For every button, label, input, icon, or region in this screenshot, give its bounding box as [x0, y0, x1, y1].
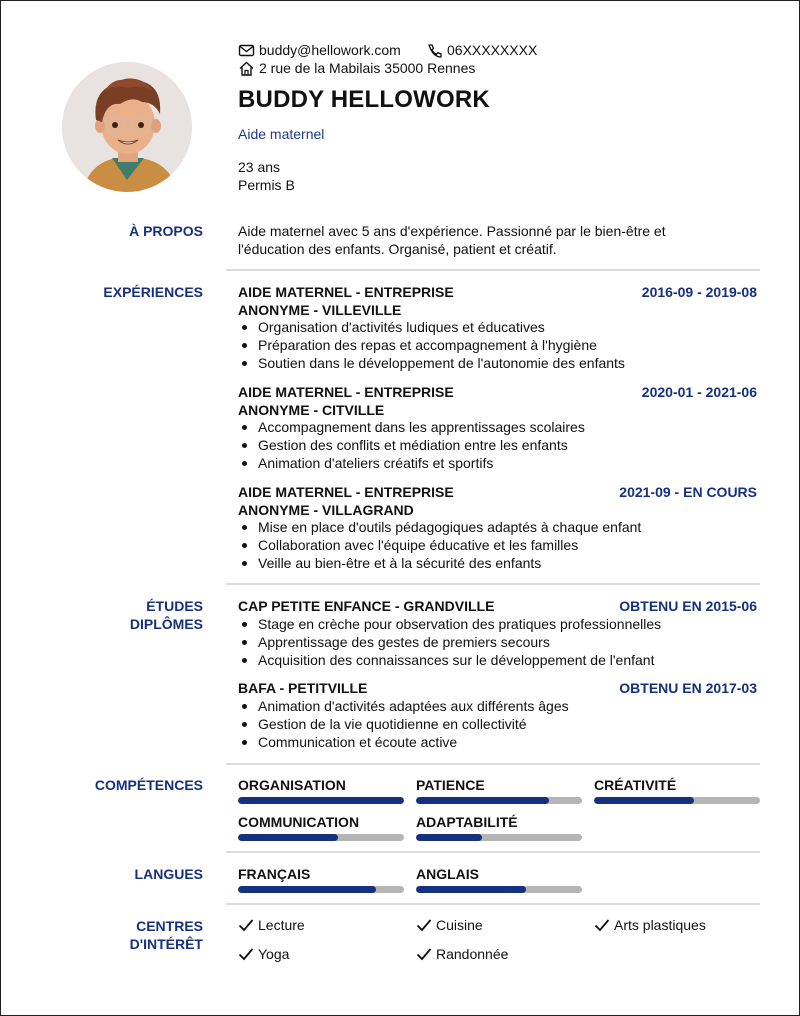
- mail-icon: [238, 43, 255, 58]
- email-line[interactable]: [238, 42, 401, 58]
- divider: [226, 583, 760, 585]
- section-label-skills: COMPÉTENCES: [94, 777, 203, 793]
- check-icon: [416, 918, 432, 932]
- language-item: [238, 865, 404, 893]
- section-label-line: ÉTUDES: [146, 598, 203, 614]
- about-line-1: Aide maternel avec 5 ans d'expérience. Passionné par le bien-être et: [238, 223, 666, 239]
- address-line: [238, 60, 475, 76]
- interest-item: [594, 917, 706, 933]
- check-icon: [594, 918, 610, 932]
- education-bullets: [238, 615, 661, 669]
- interest-item: [416, 946, 508, 962]
- age-text: 23 ans: [238, 159, 281, 175]
- skill-bar: [416, 797, 582, 804]
- experience-bullets: [238, 318, 625, 372]
- section-label-languages: LANGUES: [134, 866, 203, 882]
- section-label-interests: [130, 917, 203, 953]
- divider: [226, 903, 760, 905]
- skill-bar-fill: [416, 797, 549, 804]
- education-title: CAP PETITE ENFANCE - GRANDVILLE: [238, 598, 495, 614]
- bullet-item: Gestion des conflits et médiation entre les enfants: [238, 436, 585, 454]
- skill-name: PATIENCE: [416, 777, 485, 793]
- section-label-line: DIPLÔMES: [129, 616, 203, 632]
- home-icon: [238, 61, 255, 76]
- interest-label: Lecture: [258, 917, 305, 933]
- bullet-item: Communication et écoute active: [238, 733, 569, 751]
- skill-bar: [416, 834, 582, 841]
- check-icon: [238, 947, 254, 961]
- skill-name: ADAPTABILITÉ: [416, 814, 518, 830]
- candidate-name: BUDDY HELLOWORK: [238, 86, 490, 113]
- avatar-illustration: [62, 62, 192, 192]
- interest-item: [238, 946, 289, 962]
- phone-text[interactable]: 06XXXXXXXX: [447, 42, 538, 58]
- section-label-about: À PROPOS: [129, 223, 203, 239]
- avatar: [62, 62, 192, 192]
- check-icon: [416, 947, 432, 961]
- check-icon: [238, 918, 254, 932]
- skill-item: [416, 813, 582, 841]
- about-line-2: l'éducation des enfants. Organisé, patient et créatif.: [238, 241, 557, 257]
- language-name: FRANÇAIS: [238, 866, 311, 882]
- language-item: [416, 865, 582, 893]
- interest-item: [238, 917, 305, 933]
- bullet-item: Accompagnement dans les apprentissages scolaires: [238, 418, 585, 436]
- language-bar-fill: [416, 886, 526, 893]
- education-date: OBTENU EN 2015-06: [619, 598, 757, 614]
- skill-name: ORGANISATION: [238, 777, 346, 793]
- education-bullets: [238, 697, 569, 751]
- skill-bar: [238, 834, 404, 841]
- education-title: BAFA - PETITVILLE: [238, 680, 368, 696]
- language-name: ANGLAIS: [416, 866, 479, 882]
- skill-item: [238, 813, 404, 841]
- bullet-item: Préparation des repas et accompagnement à l'hygiène: [238, 336, 625, 354]
- bullet-item: Organisation d'activités ludiques et éducatives: [238, 318, 625, 336]
- email-text[interactable]: buddy@hellowork.com: [259, 42, 401, 58]
- skill-bar: [238, 797, 404, 804]
- interest-label: Cuisine: [436, 917, 483, 933]
- skill-item: [416, 776, 582, 804]
- interest-label: Arts plastiques: [614, 917, 706, 933]
- experience-title: AIDE MATERNEL - ENTREPRISE: [238, 284, 454, 300]
- divider: [226, 269, 760, 271]
- divider: [226, 851, 760, 853]
- bullet-item: Animation d'activités adaptées aux différents âges: [238, 697, 569, 715]
- experience-title: AIDE MATERNEL - ENTREPRISE: [238, 484, 454, 500]
- experience-company: ANONYME - CITVILLE: [238, 402, 385, 418]
- skill-item: [594, 776, 760, 804]
- bullet-item: Gestion de la vie quotidienne en collectivité: [238, 715, 569, 733]
- education-date: OBTENU EN 2017-03: [619, 680, 757, 696]
- skill-bar-fill: [238, 834, 338, 841]
- skill-bar: [594, 797, 760, 804]
- experience-date: 2016-09 - 2019-08: [641, 284, 757, 300]
- bullet-item: Stage en crèche pour observation des pratiques professionnelles: [238, 615, 661, 633]
- language-bar-fill: [238, 886, 376, 893]
- job-title: Aide maternel: [238, 126, 325, 142]
- skill-name: CRÉATIVITÉ: [594, 777, 677, 793]
- bullet-item: Mise en place d'outils pédagogiques adaptés à chaque enfant: [238, 518, 641, 536]
- skill-item: [238, 776, 404, 804]
- experience-title: AIDE MATERNEL - ENTREPRISE: [238, 384, 454, 400]
- interest-item: [416, 917, 483, 933]
- language-bar: [238, 886, 404, 893]
- section-label-education: [130, 597, 203, 633]
- experience-bullets: [238, 418, 585, 472]
- bullet-item: Acquisition des connaissances sur le développement de l'enfant: [238, 651, 661, 669]
- skill-bar-fill: [594, 797, 694, 804]
- experience-date: 2021-09 - EN COURS: [619, 484, 757, 500]
- license-text: Permis B: [238, 177, 295, 193]
- experience-date: 2020-01 - 2021-06: [641, 384, 757, 400]
- section-label-experiences: EXPÉRIENCES: [103, 284, 203, 300]
- experience-company: ANONYME - VILLEVILLE: [238, 302, 402, 318]
- address-text: 2 rue de la Mabilais 35000 Rennes: [259, 60, 476, 76]
- bullet-item: Soutien dans le développement de l'autonomie des enfants: [238, 354, 625, 372]
- interest-label: Randonnée: [436, 946, 509, 962]
- section-label-line: CENTRES: [136, 918, 203, 934]
- skill-name: COMMUNICATION: [238, 814, 360, 830]
- skill-bar-fill: [416, 834, 482, 841]
- experience-company: ANONYME - VILLAGRAND: [238, 502, 414, 518]
- bullet-item: Veille au bien-être et à la sécurité des enfants: [238, 554, 641, 572]
- section-label-line: D'INTÉRÊT: [129, 936, 203, 952]
- bullet-item: Apprentissage des gestes de premiers secours: [238, 633, 661, 651]
- bullet-item: Collaboration avec l'équipe éducative et les familles: [238, 536, 641, 554]
- phone-icon: [426, 43, 443, 58]
- interest-label: Yoga: [258, 946, 290, 962]
- language-bar: [416, 886, 582, 893]
- skill-bar-fill: [238, 797, 404, 804]
- phone-line[interactable]: [426, 42, 537, 58]
- divider: [226, 763, 760, 765]
- bullet-item: Animation d'ateliers créatifs et sportifs: [238, 454, 585, 472]
- experience-bullets: [238, 518, 641, 572]
